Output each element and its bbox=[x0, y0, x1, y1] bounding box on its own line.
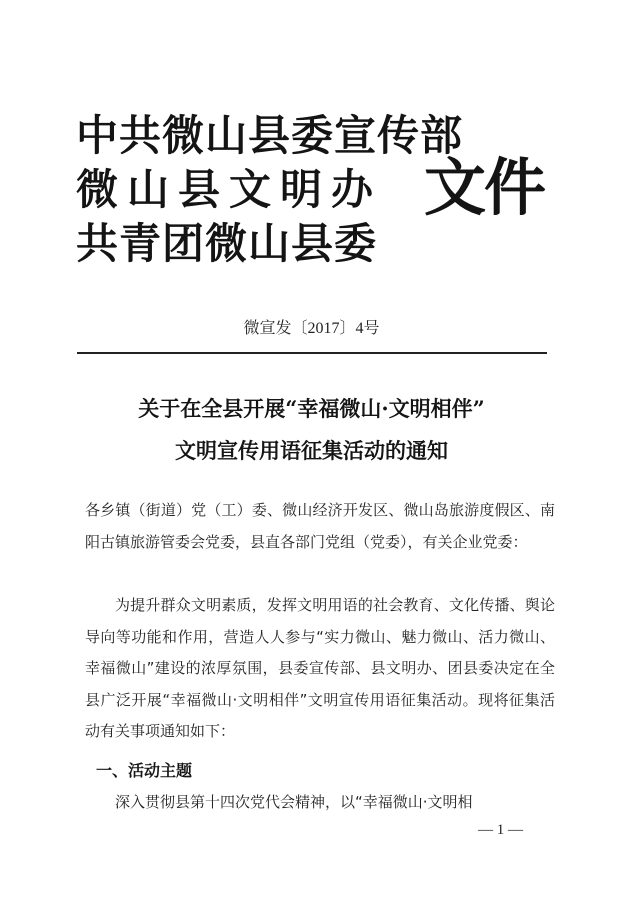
page-number: — 1 — bbox=[478, 822, 523, 838]
issuer-civilization-office: 微山县文明办 bbox=[76, 165, 383, 214]
notice-title-line-2: 文明宣传用语征集活动的通知 bbox=[175, 438, 448, 463]
document-number: 微宣发〔2017〕4号 bbox=[243, 320, 380, 337]
issuing-authorities-block bbox=[76, 103, 545, 273]
issuer-propaganda-department: 中共微山县委宣传部 bbox=[76, 111, 464, 160]
header-divider bbox=[77, 352, 547, 354]
document-word: 文件 bbox=[424, 151, 545, 224]
section-theme-text: 深入贯彻县第十四次党代会精神，以“幸福微山·文明相 bbox=[115, 793, 473, 811]
intro-paragraph-text: 为提升群众文明素质，发挥文明用语的社会教育、文化传播、舆论导向等功能和作用，营造人人参与“实力微山、魅力微山、活力微山、幸福微山”建设的浓厚氛围，县委宣传部、县文明办、团县委决定在全县广泛开展“幸福微山·文明相伴”文明宣传用语征集活动。现将征集活动有关事项通知如下： bbox=[85, 596, 555, 740]
section-heading-theme: 一、活动主题 bbox=[96, 761, 193, 780]
intro-paragraph bbox=[85, 590, 555, 748]
notice-title-line-1: 关于在全县开展“幸福微山·文明相伴” bbox=[138, 396, 485, 421]
issuer-youth-league: 共青团微山县委 bbox=[76, 219, 378, 268]
recipients-paragraph: 各乡镇（街道）党（工）委、微山经济开发区、微山岛旅游度假区、南阳古镇旅游管委会党委，县直各部门党组（党委），有关企业党委： bbox=[85, 501, 555, 551]
